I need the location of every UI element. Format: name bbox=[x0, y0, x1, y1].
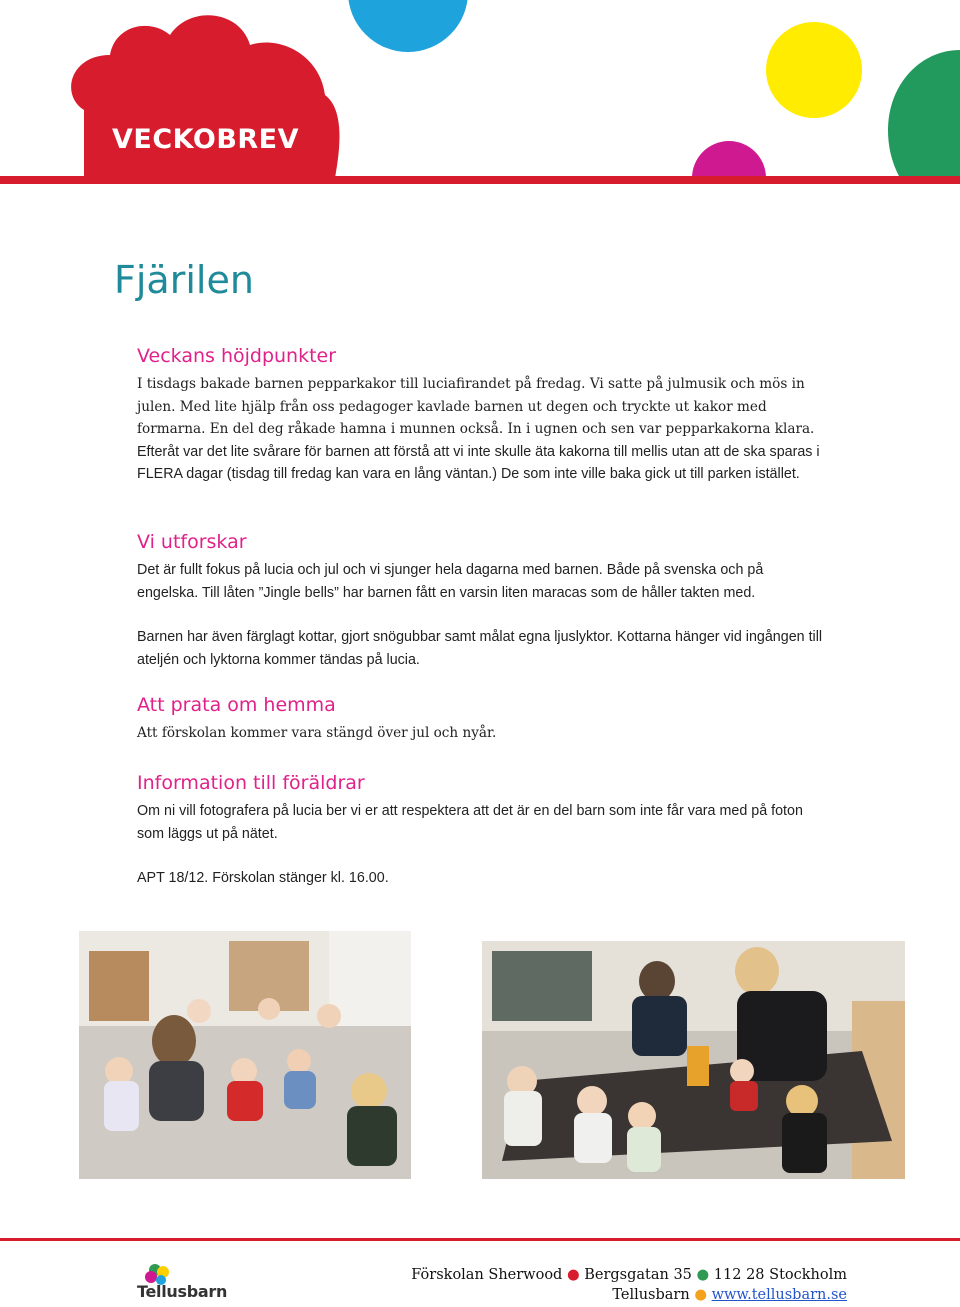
photo-baking-table bbox=[482, 941, 905, 1179]
section-paragraph: APT 18/12. Förskolan stänger kl. 16.00. bbox=[137, 870, 389, 887]
footer-rule bbox=[0, 1238, 960, 1241]
section-paragraph: Att förskolan kommer vara stängd över jul och nyår. bbox=[137, 725, 497, 741]
blue-circle bbox=[348, 0, 468, 52]
section-highlights bbox=[137, 345, 827, 486]
section-talk-home bbox=[137, 694, 827, 745]
section-explore bbox=[137, 531, 827, 671]
logo-text: Tellusbarn bbox=[137, 1282, 228, 1301]
page-title: Fjärilen bbox=[114, 258, 254, 302]
header-decoration bbox=[0, 0, 960, 190]
tellusbarn-logo bbox=[137, 1262, 237, 1306]
footer-contact bbox=[411, 1265, 847, 1305]
bullet-red: ● bbox=[566, 1267, 580, 1283]
header-banner bbox=[0, 0, 960, 190]
brand-title: VECKOBREV bbox=[112, 124, 300, 155]
section-paragraph: I tisdags bakade barnen pepparkakor till luciafirandet på fredag. Vi satte på julmusik och mös in julen. Med lite hjälp från oss pedagoger kavlade barnen ut degen och tryckte ut kakor med formarna. En del deg råkade hamna i munnen också. In i ugnen och sen var pepparkakorna klara. bbox=[137, 376, 815, 438]
photo-children-circle bbox=[79, 931, 411, 1179]
bullet-green: ● bbox=[696, 1267, 710, 1283]
footer-address-line bbox=[411, 1265, 847, 1285]
website-link[interactable]: www.tellusbarn.se bbox=[711, 1287, 847, 1303]
section-paragraph: Det är fullt fokus på lucia och jul och vi sjunger hela dagarna med barnen. Både på svenska och på engelska. Till låten ”Jingle bells” har barnen fått en varsin liten maracas som de håller takten med. bbox=[137, 562, 764, 601]
school-name: Förskolan Sherwood bbox=[411, 1267, 563, 1283]
green-shape bbox=[888, 50, 960, 178]
section-heading: Att prata om hemma bbox=[137, 694, 336, 716]
section-heading: Information till föräldrar bbox=[137, 772, 365, 794]
section-heading: Veckans höjdpunkter bbox=[137, 345, 337, 367]
section-parent-info bbox=[137, 772, 827, 890]
section-heading: Vi utforskar bbox=[137, 531, 247, 553]
section-paragraph: Barnen har även färglagt kottar, gjort snögubbar samt målat egna ljuslyktor. Kottarna hänger vid ingången till ateljén och lyktorna kommer tändas på lucia. bbox=[137, 629, 823, 668]
postal-city: 112 28 Stockholm bbox=[713, 1267, 847, 1283]
magenta-semicircle bbox=[692, 141, 766, 178]
yellow-circle bbox=[766, 22, 862, 118]
org-name: Tellusbarn bbox=[612, 1287, 690, 1303]
header-rule bbox=[0, 176, 960, 184]
bullet-orange: ● bbox=[694, 1287, 707, 1303]
footer-web-line bbox=[411, 1285, 847, 1305]
street-address: Bergsgatan 35 bbox=[584, 1267, 692, 1283]
section-paragraph: Efteråt var det lite svårare för barnen att förstå att vi inte skulle äta kakorna till mellis utan att de ska sparas i FLERA dagar (tisdag till fredag kan vara en lång väntan.) De som inte ville baka gick ut till parken istället. bbox=[137, 443, 820, 483]
section-paragraph: Om ni vill fotografera på lucia ber vi er att respektera att det är en del barn som inte får vara med på foton som läggs ut på nätet. bbox=[137, 803, 803, 842]
